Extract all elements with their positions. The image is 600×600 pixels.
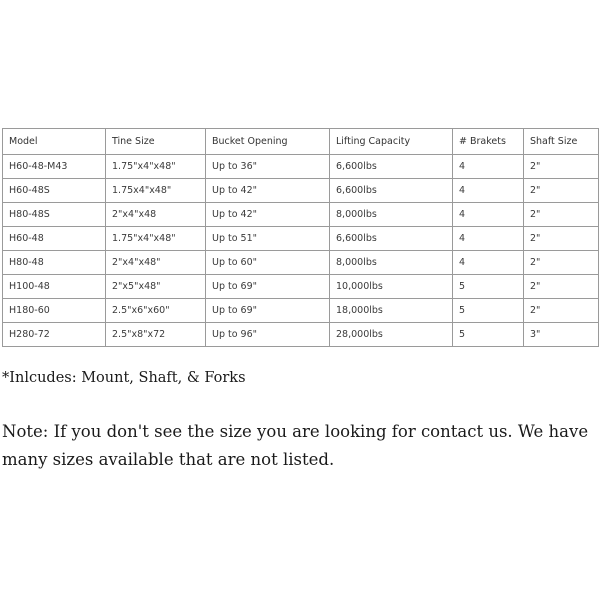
header-shaft-size: Shaft Size: [524, 129, 599, 155]
table-row: [3, 275, 599, 299]
header-brackets: # Brakets: [453, 129, 524, 155]
cell-bucket-opening: Up to 42": [206, 179, 330, 203]
cell-lifting-capacity: 28,000lbs: [330, 323, 453, 347]
table-row: [3, 251, 599, 275]
cell-tine-size: 2"x4"x48": [106, 251, 206, 275]
cell-shaft-size: 2": [524, 275, 599, 299]
cell-model: H60-48-M43: [3, 155, 106, 179]
cell-lifting-capacity: 6,600lbs: [330, 227, 453, 251]
cell-brackets: 4: [453, 227, 524, 251]
header-bucket-opening: Bucket Opening: [206, 129, 330, 155]
cell-brackets: 4: [453, 251, 524, 275]
cell-brackets: 4: [453, 179, 524, 203]
cell-brackets: 5: [453, 275, 524, 299]
cell-model: H60-48: [3, 227, 106, 251]
cell-model: H100-48: [3, 275, 106, 299]
cell-bucket-opening: Up to 51": [206, 227, 330, 251]
table-row: [3, 227, 599, 251]
cell-tine-size: 1.75x4"x48": [106, 179, 206, 203]
cell-tine-size: 2"x4"x48: [106, 203, 206, 227]
cell-bucket-opening: Up to 69": [206, 299, 330, 323]
cell-lifting-capacity: 6,600lbs: [330, 179, 453, 203]
cell-tine-size: 2.5"x8"x72: [106, 323, 206, 347]
cell-lifting-capacity: 8,000lbs: [330, 203, 453, 227]
cell-lifting-capacity: 10,000lbs: [330, 275, 453, 299]
cell-lifting-capacity: 8,000lbs: [330, 251, 453, 275]
cell-tine-size: 1.75"x4"x48": [106, 155, 206, 179]
cell-model: H80-48: [3, 251, 106, 275]
cell-shaft-size: 2": [524, 299, 599, 323]
cell-bucket-opening: Up to 96": [206, 323, 330, 347]
table-row: [3, 203, 599, 227]
contact-note: Note: If you don't see the size you are looking for contact us. We have many sizes available that are not listed.: [2, 422, 589, 469]
cell-brackets: 5: [453, 323, 524, 347]
cell-tine-size: 2"x5"x48": [106, 275, 206, 299]
spec-table: [2, 128, 599, 347]
cell-brackets: 4: [453, 203, 524, 227]
table-header-row: [3, 129, 599, 155]
cell-tine-size: 1.75"x4"x48": [106, 227, 206, 251]
cell-model: H280-72: [3, 323, 106, 347]
cell-model: H80-48S: [3, 203, 106, 227]
cell-brackets: 5: [453, 299, 524, 323]
table-row: [3, 323, 599, 347]
cell-shaft-size: 2": [524, 155, 599, 179]
cell-shaft-size: 3": [524, 323, 599, 347]
cell-brackets: 4: [453, 155, 524, 179]
cell-shaft-size: 2": [524, 203, 599, 227]
cell-shaft-size: 2": [524, 227, 599, 251]
cell-model: H180-60: [3, 299, 106, 323]
cell-tine-size: 2.5"x6"x60": [106, 299, 206, 323]
cell-bucket-opening: Up to 69": [206, 275, 330, 299]
table-row: [3, 155, 599, 179]
cell-shaft-size: 2": [524, 251, 599, 275]
header-tine-size: Tine Size: [106, 129, 206, 155]
cell-bucket-opening: Up to 42": [206, 203, 330, 227]
table-row: [3, 179, 599, 203]
cell-shaft-size: 2": [524, 179, 599, 203]
cell-model: H60-48S: [3, 179, 106, 203]
cell-lifting-capacity: 6,600lbs: [330, 155, 453, 179]
header-lifting-capacity: Lifting Capacity: [330, 129, 453, 155]
includes-note: *Inlcudes: Mount, Shaft, & Forks: [2, 370, 246, 386]
header-model: Model: [3, 129, 106, 155]
cell-lifting-capacity: 18,000lbs: [330, 299, 453, 323]
cell-bucket-opening: Up to 36": [206, 155, 330, 179]
table-row: [3, 299, 599, 323]
cell-bucket-opening: Up to 60": [206, 251, 330, 275]
